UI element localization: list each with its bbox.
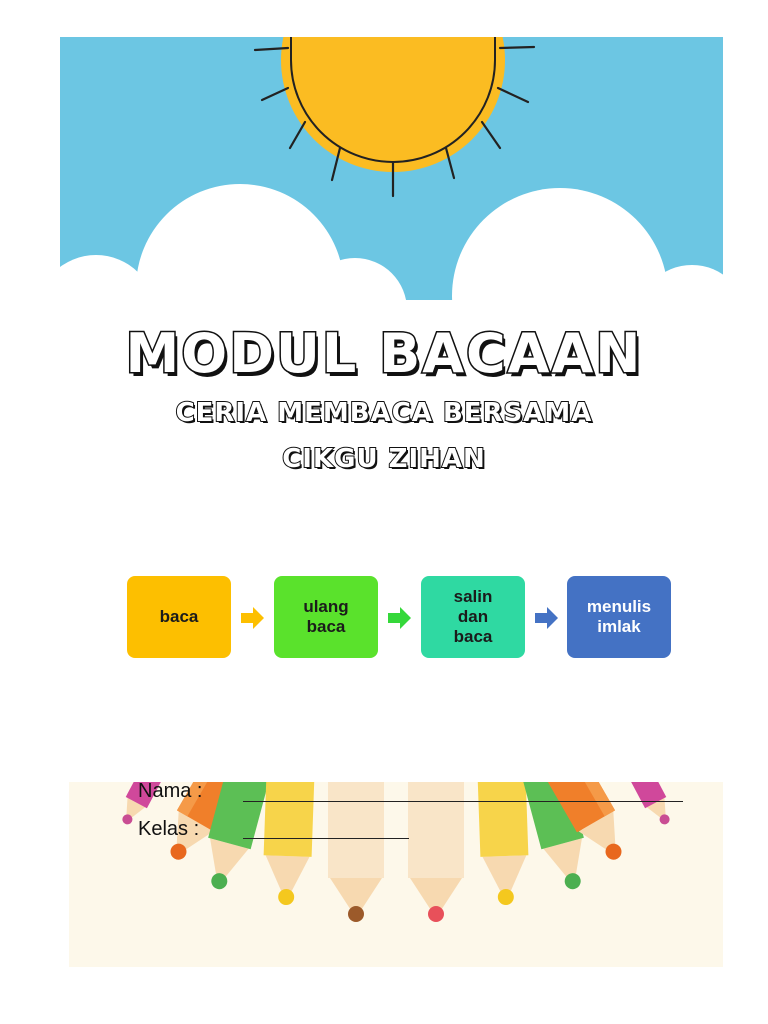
class-label: Kelas : [138,818,200,840]
subtitle-line-2: CIKGU ZIHAN [282,444,486,474]
step-ulang-baca: ulang baca [274,576,378,658]
name-label: Nama : [138,780,203,802]
page-title: MODUL BACAAN [125,322,643,385]
class-field[interactable] [243,838,409,839]
name-field[interactable] [243,801,683,802]
pencils-background [69,782,723,967]
step-baca: baca [127,576,231,658]
step-menulis-imlak: menulis imlak [567,576,671,658]
subtitle-line-1: CERIA MEMBACA BERSAMA [175,398,593,428]
step-salin-dan-baca: salin dan baca [421,576,525,658]
